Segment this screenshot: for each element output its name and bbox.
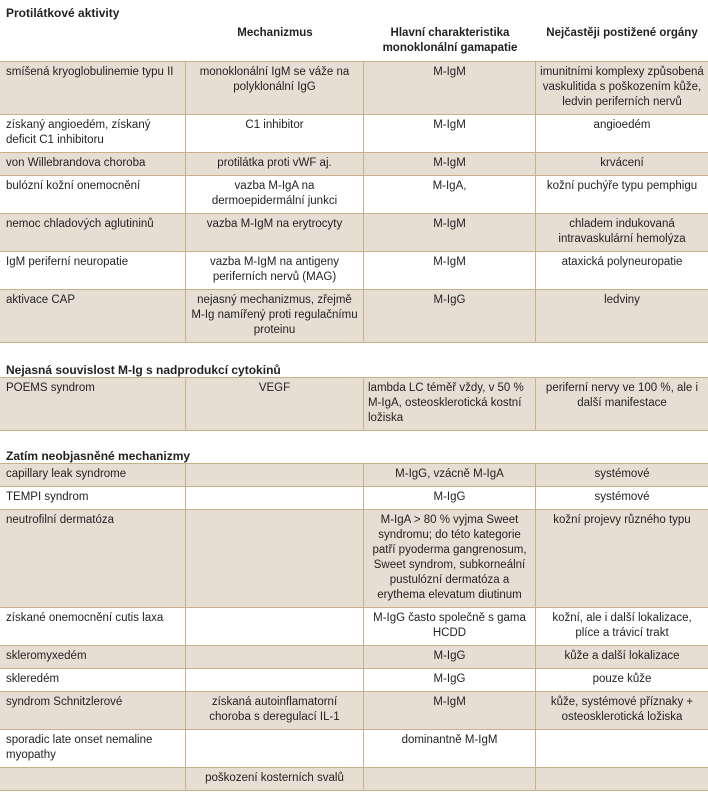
row-mechanism xyxy=(186,464,364,487)
row-organs xyxy=(536,768,708,791)
table-row xyxy=(0,252,708,290)
table-row xyxy=(0,692,708,730)
row-mechanism: vazba M-IgM na antigeny periferních nervů (MAG) xyxy=(186,252,364,290)
row-gammopathy: M-IgG xyxy=(364,646,536,669)
row-organs: kožní, ale i další lokalizace, plíce a trávicí trakt xyxy=(536,608,708,646)
row-gammopathy xyxy=(364,768,536,791)
table-cytokines xyxy=(0,377,708,431)
row-gammopathy: M-IgM xyxy=(364,62,536,115)
table-antibody xyxy=(0,20,708,343)
section-title-unexplained: Zatím neobjasněné mechanizmy xyxy=(6,449,191,463)
row-mechanism xyxy=(186,669,364,692)
row-name: aktivace CAP xyxy=(0,290,186,343)
row-mechanism: monoklonální IgM se váže na polyklonální IgG xyxy=(186,62,364,115)
row-mechanism: vazba M-IgA na dermoepidermální junkci xyxy=(186,176,364,214)
row-organs: kůže a další lokalizace xyxy=(536,646,708,669)
row-gammopathy: dominantně M-IgM xyxy=(364,730,536,768)
row-organs: systémové xyxy=(536,464,708,487)
row-mechanism xyxy=(186,510,364,608)
row-organs: pouze kůže xyxy=(536,669,708,692)
row-gammopathy: M-IgM xyxy=(364,214,536,252)
row-organs: kožní puchýře typu pemphigu xyxy=(536,176,708,214)
row-mechanism: získaná autoinflamatorní choroba s deregulací IL-1 xyxy=(186,692,364,730)
row-name: bulózní kožní onemocnění xyxy=(0,176,186,214)
row-gammopathy: M-IgG xyxy=(364,290,536,343)
row-organs: systémové xyxy=(536,487,708,510)
row-organs: kůže, systémové příznaky + osteosklerotická ložiska xyxy=(536,692,708,730)
table-row xyxy=(0,62,708,115)
row-gammopathy: lambda LC téměř vždy, v 50 % M-IgA, osteosklerotická kostní ložiska xyxy=(364,378,536,431)
table-row xyxy=(0,608,708,646)
row-name xyxy=(0,768,186,791)
row-name: syndrom Schnitzlerové xyxy=(0,692,186,730)
table-row xyxy=(0,669,708,692)
row-name: IgM periferní neuropatie xyxy=(0,252,186,290)
row-name: smíšená kryoglobulinemie typu II xyxy=(0,62,186,115)
row-gammopathy: M-IgG xyxy=(364,669,536,692)
row-mechanism xyxy=(186,608,364,646)
row-organs: imunitními komplexy způsobená vaskulitida s poškozením kůže, ledvin periferních nervů xyxy=(536,62,708,115)
header-empty xyxy=(0,20,186,62)
row-organs: periferní nervy ve 100 %, ale i další manifestace xyxy=(536,378,708,431)
row-gammopathy: M-IgM xyxy=(364,115,536,153)
section-title-antibody: Protilátkové aktivity xyxy=(6,6,120,20)
row-name: nemoc chladových aglutininů xyxy=(0,214,186,252)
row-gammopathy: M-IgM xyxy=(364,153,536,176)
table-row xyxy=(0,214,708,252)
table-header-row xyxy=(0,20,708,62)
table-row xyxy=(0,510,708,608)
row-gammopathy: M-IgG, vzácně M-IgA xyxy=(364,464,536,487)
row-name: sporadic late onset nemaline myopathy xyxy=(0,730,186,768)
row-name: POEMS syndrom xyxy=(0,378,186,431)
section-title-cytokines: Nejasná souvislost M-Ig s nadprodukcí cytokinů xyxy=(6,363,281,377)
row-gammopathy: M-IgA > 80 % vyjma Sweet syndromu; do této kategorie patří pyoderma gangrenosum, Sweet syndrom, subkorneální pustulózní dermatóza a erythema elevatum diutinum xyxy=(364,510,536,608)
header-organs: Nejčastěji postižené orgány xyxy=(536,20,708,62)
table-row xyxy=(0,153,708,176)
row-organs: chladem indukovaná intravaskulární hemolýza xyxy=(536,214,708,252)
row-mechanism: VEGF xyxy=(186,378,364,431)
row-mechanism: nejasný mechanizmus, zřejmě M-Ig namířený proti regulačnímu proteinu xyxy=(186,290,364,343)
row-organs: angioedém xyxy=(536,115,708,153)
table-unexplained xyxy=(0,463,708,791)
row-name: skleredém xyxy=(0,669,186,692)
row-gammopathy: M-IgM xyxy=(364,692,536,730)
table-row xyxy=(0,115,708,153)
table-row xyxy=(0,768,708,791)
table-row xyxy=(0,464,708,487)
row-mechanism: poškození kosterních svalů xyxy=(186,768,364,791)
row-organs: ledviny xyxy=(536,290,708,343)
row-name: von Willebrandova choroba xyxy=(0,153,186,176)
row-mechanism xyxy=(186,487,364,510)
row-gammopathy: M-IgM xyxy=(364,252,536,290)
row-name: capillary leak syndrome xyxy=(0,464,186,487)
row-mechanism: protilátka proti vWF aj. xyxy=(186,153,364,176)
row-name: neutrofilní dermatóza xyxy=(0,510,186,608)
row-name: získaný angioedém, získaný deficit C1 inhibitoru xyxy=(0,115,186,153)
row-gammopathy: M-IgG často společně s gama HCDD xyxy=(364,608,536,646)
header-gammopathy: Hlavní charakteristika monoklonální gamapatie xyxy=(364,20,536,62)
table-row xyxy=(0,378,708,431)
row-organs xyxy=(536,730,708,768)
row-organs: ataxická polyneuropatie xyxy=(536,252,708,290)
row-organs: kožní projevy různého typu xyxy=(536,510,708,608)
row-name: získané onemocnění cutis laxa xyxy=(0,608,186,646)
section-gap xyxy=(0,431,708,445)
row-mechanism xyxy=(186,730,364,768)
row-organs: krvácení xyxy=(536,153,708,176)
row-gammopathy: M-IgA, xyxy=(364,176,536,214)
row-name: skleromyxedém xyxy=(0,646,186,669)
section-gap xyxy=(0,343,708,359)
header-mechanism: Mechanizmus xyxy=(186,20,364,62)
table-row xyxy=(0,176,708,214)
row-mechanism xyxy=(186,646,364,669)
row-name: TEMPI syndrom xyxy=(0,487,186,510)
table-row xyxy=(0,646,708,669)
row-gammopathy: M-IgG xyxy=(364,487,536,510)
table-row xyxy=(0,290,708,343)
table-row xyxy=(0,487,708,510)
row-mechanism: C1 inhibitor xyxy=(186,115,364,153)
table-row xyxy=(0,730,708,768)
row-mechanism: vazba M-IgM na erytrocyty xyxy=(186,214,364,252)
